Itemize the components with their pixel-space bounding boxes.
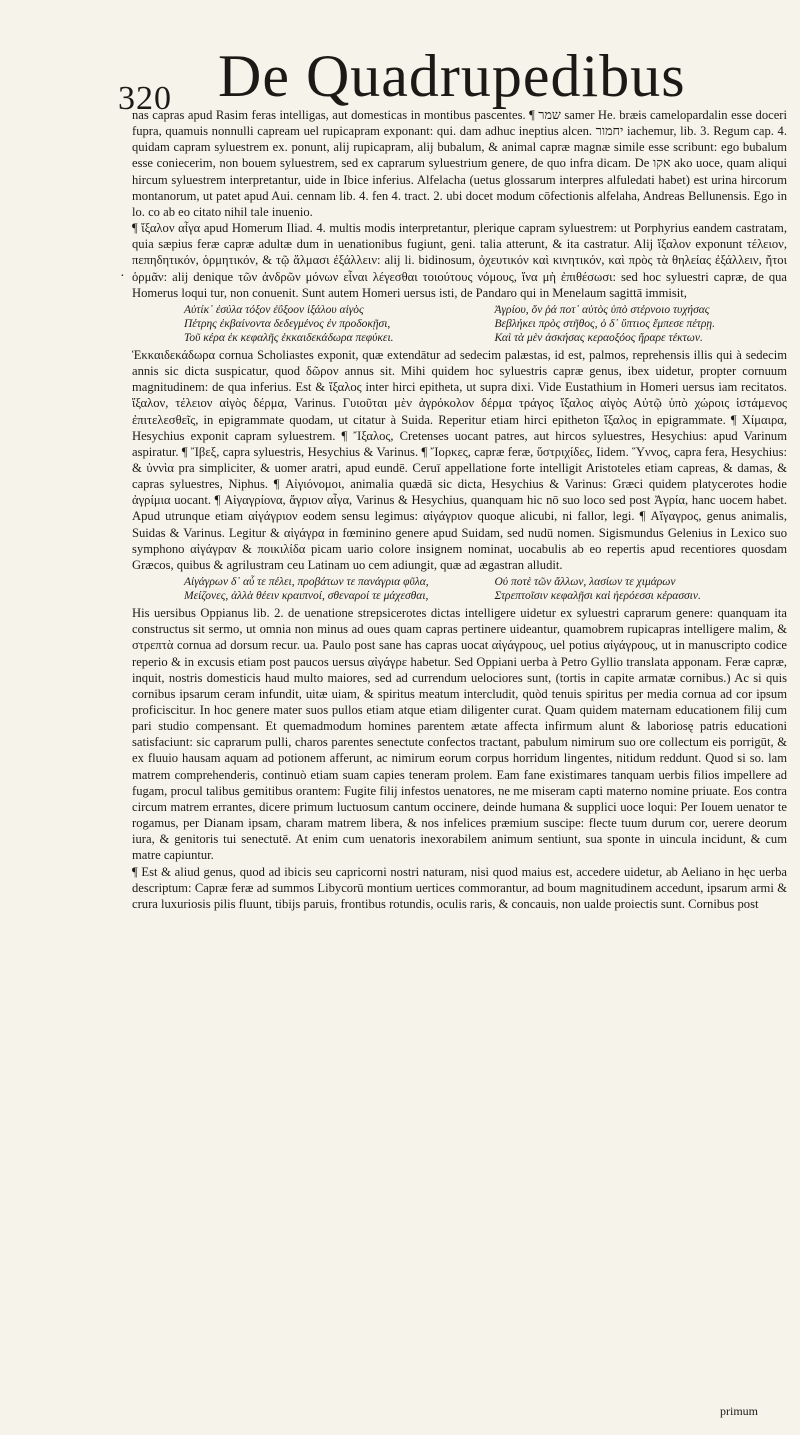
- verse-line: Οὐ ποτὲ τῶν ἄλλων, λασίων τε χιμάρων: [494, 576, 676, 589]
- verse-line: Αὐτίκ᾽ ἐσύλα τόξον ἐΰξοον ἰξάλου αἰγὸς: [184, 303, 364, 316]
- verse-line: Βεβλήκει πρὸς στῆθος, ὁ δ᾽ ὕπτιος ἔμπεσε πέτρῃ.: [494, 317, 715, 330]
- verse-line: Μείζονες, ἀλλὰ θέειν κραιπνοί, σθεναροί τε μάχεσθαι,: [184, 590, 429, 603]
- verse-line: Αἰγάγρων δ᾽ αὖ τε πέλει, προβάτων τε πανάγρια φῦλα,: [184, 576, 429, 589]
- verse-line: Ἀγρίου, ὅν ῥά ποτ᾽ αὐτὸς ὑπὸ στέρνοιο τυχήσας: [494, 303, 710, 316]
- text-paragraph: nas capras apud Rasim feras intelligas, aut domesticas in montibus pascentes. ¶ שמר samer He. bræis camelopardalin esse doceri fupra, quamuis nonnulli capream uel rupicapram exponant: qui. dam adhuc ineptius alcen. יחמור iachemur, lib. 3. Regum cap. 4. quidam capram syluestrem ex. ponunt, alij rupicapram, alij bubalum, & animal capræ magnæ simile esse scribunt: ego bubalum esse coniecerim, non bouem syluestrem, sed ex caprarum syluestrium genere, de quo infra dicam. De אקו ako uoce, quam aliqui hircum syluestrem interpretantur, uide in Ibice inferius. Alfelacha (uetus glossarum interpres alfuledati habet) est urina hircorum montanorum, ut patet apud Aui. cennam lib. 4. fen 4. tract. 2. ubi docet modum cōfectionis alfelaha, Andreas Bellunensis. Ego in lo. co ab eo citato nihil tale inuenio.: [132, 108, 787, 219]
- greek-verse-block: [184, 303, 787, 345]
- text-paragraph: Ἑκκαιδεκάδωρα cornua Scholiastes exponit, quæ extendātur ad sedecim palæstas, id est, palmos, reprehensis illis qui à sedecim annis sic dicta suspicatur, quod δῶρον annus sit. Mihi quidem hoc syluestris capræ genus, ibex uidetur, propter cornuum magnitudinem: de qua inferius. Est & ἴξαλος inter hirci epitheta, ut supra dixi. Vide Eustathium in Homeri uersus iam recitatos. ἴξαλον, τέλειον αἰγὸς δέρμα, Varinus. Γυιοῦται μὲν ἀγρόκολον δέρμα τράγος ἴξαλος αἰγὸς Αὐτῷ ὑπὸ χώροις ἱστάμενος ἐπιτελεσθεῖς, in epigrammate quodam, ut citatur à Suida. Reperitur etiam hirci epitheton ἴξαλος in epigrammate. ¶ Χίμαιρα, Hesychius exponit capram syluestrem. ¶ Ἴξαλος, Cretenses uocant patres, aut hircos syluestres, Hesychius: apud Varinum aspiratur. ¶ Ἴβεξ, capra syluestris, Hesychius & Varinus. ¶ Ἴορκες, capræ feræ, ὕστριχίδες, Iidem. Ὕννος, capra fera, Hesychius: & ὑννὶα pra simpliciter, & uomer aratri, apud eundē. Ceruī appellatione forte intelligit Aristoteles etiam capreas, & damas, & capras syluestres, Niphus. ¶ Αἰγιόνομοι, animalia quædā sic dicta, Hesychius & Varinus: Græci quidem platycerotes hodie ἀγρίμια uocant. ¶ Αἰγαγρίονα, ἄγριον αἶγα, Varinus & Hesychius, quanquam hic nō suo loco sed post Ἀγρία, hanc uocem habet. Apud utrunque etiam αἰγάγριον eodem sensu legimus: αἰγάγριον quoque alicubi, ni fallor, legi. ¶ Αἴγαγρος, genus animalis, Suidas & Varinus. Legitur & αἰγάγρα in fœminino genere apud Suidam, sed nudū nomen. Sigismundus Gelenius in Lexico suo symphono αἰγάγραν & ποικιλίδα picam uario colore insignem nominat, uocabulis ab eo repertis apud recentiores quosdam Græcos, quibus & agrilustram ceu Latinam uo cem adiungit, quæ ad ægastran alludit.: [132, 347, 787, 572]
- running-title: De Quadrupedibus: [218, 43, 686, 109]
- text-paragraph: His uersibus Oppianus lib. 2. de uenatione strepsicerotes dictas intelligere uidetur ex syluestri caprarum genere: quanquam ita constructus sit sermo, ut omnia non minus ad oues quam capras pertinere uideantur, quamobrem rupicapras intelligere malim, & στρεπτὰ cornua ad dorsum recur. ua. Paulo post sane has capras uocat αἰγάγρους, uel potius αἰγάγρους, ut in manuscripto codice reperio & in excusis etiam post paucos uersus αἰγάγρε habetur. Sed Oppiani uerba à Petro Gyllio translata apponam. Feræ capræ, inquit, nostris domesticis haud multo maiores, sed ad currendum uelociores sunt, (tortis in capite armatæ cornibus.) Ac si quis cornibus ipsarum ceram infundit, uitæ uiam, & spiritus meatum intercludit, quòd tenuis spiritus per media cornua ad cor ipsum proficiscitur. In hoc genere mater suos pullos etiam atque etiam diligenter curat. Quam quidem maternam educationem filij cum pari studio compensant. Et quemadmodum homines parentem ætate affecta infirmum alunt & laboriosę patris educationi satisfaciunt: sic caprarum pulli, charos parentes senectute confectos tractant, pabulum nimirum suo ore collectum eis porrigūt, & ex fluuio hausam aquam ad potionem afferunt, ac nimirum eorum corpus horridum lingentes, nitidum reddunt. Quod si so. lam matrem comprehenderis, continuò etiam suam capies teneram prolem. Eam fane existimares tanquam uerbis filios impellere ad fugam, procul talibus gemitibus orantem: Fugite filij infestos uenatores, ne me miseram capti materno nomine priuate. Eos contra circum matrem errantes, dicere primum luctuosum cantum occinere, deinde humana & supplici uoce loqui: Per Iouem uenator te rogamus, per Dianam ipsam, charam matrem libera, & nos infelices præmium suscipe: flecte tuum durum cor, uerere deorum iura, & genitoris tui senectutē. At enim cum uenatoris inexorabilem animum sentiunt, sua sponte in uincula incidunt, & cum matre capiuntur.: [132, 606, 787, 863]
- verse-line: Τοῦ κέρα ἐκ κεφαλῆς ἑκκαιδεκάδωρα πεφύκει.: [184, 331, 394, 344]
- text-paragraph: ¶ Est & aliud genus, quod ad ibicis seu capricorni nostri naturam, nisi quod maius est, accedere uidetur, ab Aeliano in hęc uerba descriptum: Capræ feræ ad summos Libycorū montium uertices commorantur, ad boum magnitudinem accedunt, ipsarum armi & crura luxuriosis pilis fluunt, tibijs paruis, frontibus rotundis, oculis raris, & concauis, non ualde proiectis sunt. Cornibus post: [132, 864, 787, 911]
- verse-line: Καὶ τὰ μὲν ἀσκήσας κεραοξόος ἤραρε τέκτων.: [494, 331, 703, 344]
- margin-mark: ·: [120, 269, 125, 284]
- page-header: [118, 42, 778, 117]
- catchword: primum: [720, 1404, 758, 1418]
- page-number: 320: [118, 80, 172, 117]
- main-text-block: [132, 107, 787, 912]
- text-paragraph: ¶ ἴξαλον αἶγα apud Homerum Iliad. 4. multis modis interpretantur, plerique capram syluestrem: ut Porphyrius eandem castratam, quia sæpius feræ capræ adultæ dum in uenationibus fugiunt, geni. talia atterunt, & ita castratur. Alij ἴξαλον exponunt τέλειον, πεπηδητικόν, ὁρμητικόν, & τῷ ἅλμασι ἐξάλλειν: alij li. bidinosum, ὀχευτικόν καὶ κινητικόν, καὶ πρὸς τὰ θηλείας ἐξάλλειν, ἤτοι ὁρμᾶν: alij denique τῶν ἀνδρῶν μόνων εἶναι λέγεσθαι τοιούτους νόμους, ἵνα μὴ ἐπιθέσωσι: sed hoc syluestri capræ, de qua Homerus loqui tur, non conuenit. Sunt autem Homeri uersus isti, de Pandaro qui in Menelaum sagittā immisit,: [132, 221, 787, 300]
- verse-line: Στρεπτοῖσιν κεφαλῇσι καὶ ἠερόεσσι κέρασσιν.: [494, 590, 701, 603]
- greek-verse-block: [184, 575, 787, 603]
- verse-line: Πέτρης ἐκβαίνοντα δεδεγμένος ἐν προδοκῇσι,: [184, 317, 391, 330]
